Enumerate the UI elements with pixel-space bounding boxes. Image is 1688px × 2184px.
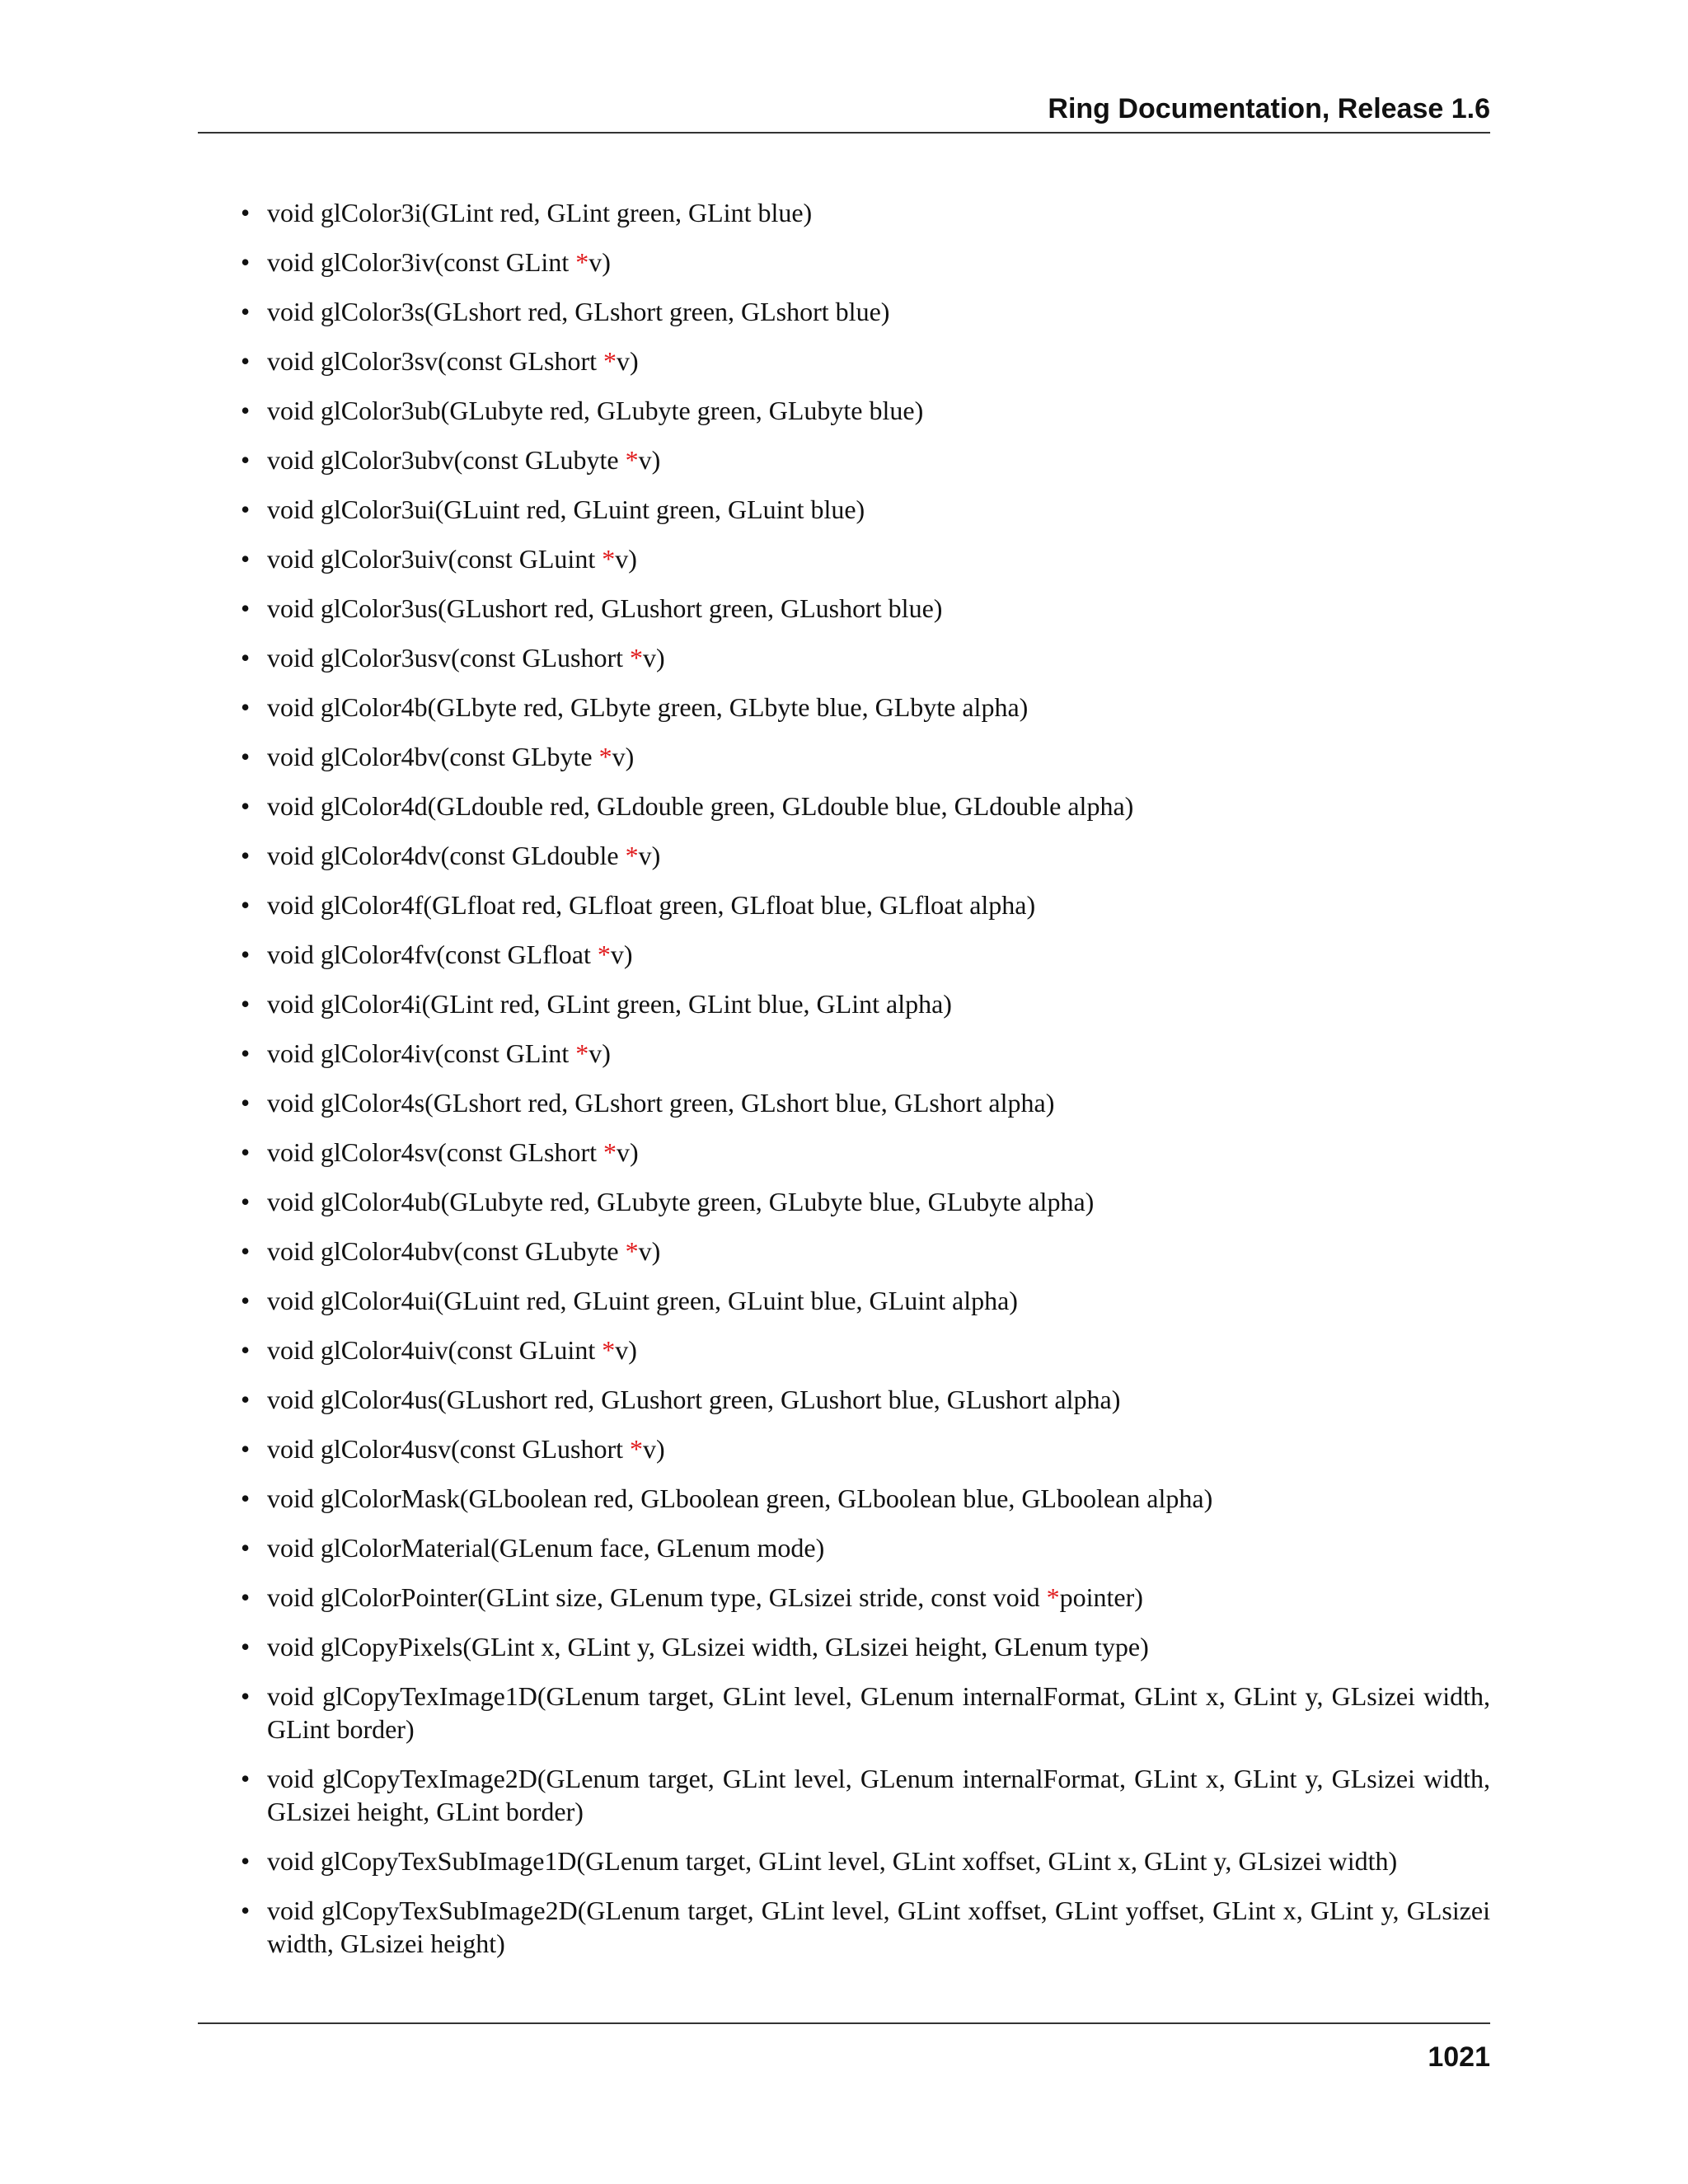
function-signature: void glColor4iv(const GLint bbox=[267, 1038, 576, 1068]
pointer-asterisk: * bbox=[1046, 1582, 1060, 1612]
page-content bbox=[198, 196, 1490, 1976]
function-signature-tail: v) bbox=[638, 1236, 661, 1266]
function-signature: void glCopyTexImage1D(GLenum target, GLint level, GLenum internalFormat, GLint x, GLint y, GLsizei width, GLint border) bbox=[267, 1681, 1490, 1744]
function-signature: void glColor3ubv(const GLubyte bbox=[267, 445, 626, 475]
bullet-icon: • bbox=[241, 198, 251, 227]
function-signature-tail: v) bbox=[616, 1137, 639, 1167]
function-signature: void glColor4ub(GLubyte red, GLubyte green, GLubyte blue, GLubyte alpha) bbox=[267, 1187, 1095, 1216]
list-item bbox=[198, 592, 1490, 625]
function-signature: void glColor4bv(const GLbyte bbox=[267, 742, 599, 771]
function-signature: void glColor4f(GLfloat red, GLfloat green, GLfloat blue, GLfloat alpha) bbox=[267, 890, 1036, 920]
bullet-icon: • bbox=[241, 1385, 251, 1414]
function-signature-tail: v) bbox=[615, 1335, 637, 1365]
list-item bbox=[198, 1086, 1490, 1119]
list-item bbox=[198, 295, 1490, 328]
function-list bbox=[198, 196, 1490, 1960]
bullet-icon: • bbox=[241, 940, 251, 969]
function-signature-tail: v) bbox=[642, 1434, 665, 1464]
bullet-icon: • bbox=[241, 346, 251, 376]
function-signature: void glColorMaterial(GLenum face, GLenum mode) bbox=[267, 1533, 825, 1563]
list-item bbox=[198, 344, 1490, 377]
function-signature: void glColor4fv(const GLfloat bbox=[267, 940, 598, 969]
function-signature: void glColor3uiv(const GLuint bbox=[267, 544, 603, 574]
function-signature-tail: v) bbox=[616, 346, 639, 376]
list-item bbox=[198, 1762, 1490, 1828]
list-item bbox=[198, 1235, 1490, 1268]
bullet-icon: • bbox=[241, 1582, 251, 1612]
function-signature: void glColor4i(GLint red, GLint green, GLint blue, GLint alpha) bbox=[267, 989, 952, 1019]
pointer-asterisk: * bbox=[629, 643, 643, 673]
page-footer bbox=[198, 2022, 1490, 2073]
list-item bbox=[198, 888, 1490, 921]
list-item bbox=[198, 938, 1490, 971]
list-item bbox=[198, 1185, 1490, 1218]
function-signature: void glColor3sv(const GLshort bbox=[267, 346, 603, 376]
pointer-asterisk: * bbox=[575, 1038, 589, 1068]
list-item bbox=[198, 987, 1490, 1020]
function-signature: void glColorMask(GLboolean red, GLboolean green, GLboolean blue, GLboolean alpha) bbox=[267, 1483, 1213, 1513]
bullet-icon: • bbox=[241, 445, 251, 475]
function-signature: void glColor4ui(GLuint red, GLuint green, GLuint blue, GLuint alpha) bbox=[267, 1286, 1018, 1315]
list-item bbox=[198, 1432, 1490, 1465]
function-signature-tail: pointer) bbox=[1059, 1582, 1143, 1612]
pointer-asterisk: * bbox=[603, 1137, 617, 1167]
pointer-asterisk: * bbox=[575, 247, 589, 277]
list-item bbox=[198, 1383, 1490, 1416]
list-item bbox=[198, 691, 1490, 724]
bullet-icon: • bbox=[241, 1681, 251, 1711]
function-signature: void glColor3ui(GLuint red, GLuint green, GLuint blue) bbox=[267, 494, 865, 524]
list-item bbox=[198, 1482, 1490, 1515]
list-item bbox=[198, 1333, 1490, 1366]
function-signature-tail: v) bbox=[642, 643, 665, 673]
list-item bbox=[198, 790, 1490, 823]
header-title: Ring Documentation, Release 1.6 bbox=[1048, 93, 1490, 124]
pointer-asterisk: * bbox=[598, 742, 612, 771]
bullet-icon: • bbox=[241, 396, 251, 425]
bullet-icon: • bbox=[241, 643, 251, 673]
function-signature: void glColor4ubv(const GLubyte bbox=[267, 1236, 626, 1266]
bullet-icon: • bbox=[241, 1896, 251, 1925]
list-item bbox=[198, 443, 1490, 476]
list-item bbox=[198, 1630, 1490, 1663]
bullet-icon: • bbox=[241, 247, 251, 277]
bullet-icon: • bbox=[241, 890, 251, 920]
function-signature-tail: v) bbox=[588, 247, 611, 277]
list-item bbox=[198, 1136, 1490, 1169]
bullet-icon: • bbox=[241, 841, 251, 870]
function-signature-tail: v) bbox=[610, 940, 633, 969]
bullet-icon: • bbox=[241, 742, 251, 771]
function-signature: void glColor3i(GLint red, GLint green, GLint blue) bbox=[267, 198, 813, 227]
pointer-asterisk: * bbox=[602, 544, 616, 574]
pointer-asterisk: * bbox=[597, 940, 611, 969]
list-item bbox=[198, 1680, 1490, 1746]
function-signature: void glColor4b(GLbyte red, GLbyte green, GLbyte blue, GLbyte alpha) bbox=[267, 692, 1029, 722]
list-item bbox=[198, 246, 1490, 279]
function-signature: void glCopyTexImage2D(GLenum target, GLint level, GLenum internalFormat, GLint x, GLint y, GLsizei width, GLsizei height, GLint border) bbox=[267, 1764, 1490, 1826]
page-header bbox=[198, 92, 1490, 134]
bullet-icon: • bbox=[241, 544, 251, 574]
function-signature: void glColor4d(GLdouble red, GLdouble green, GLdouble blue, GLdouble alpha) bbox=[267, 791, 1134, 821]
function-signature: void glColor4sv(const GLshort bbox=[267, 1137, 603, 1167]
bullet-icon: • bbox=[241, 1632, 251, 1661]
function-signature: void glCopyTexSubImage1D(GLenum target, GLint level, GLint xoffset, GLint x, GLint y, GLsizei width) bbox=[267, 1846, 1398, 1876]
list-item bbox=[198, 493, 1490, 526]
bullet-icon: • bbox=[241, 494, 251, 524]
function-signature: void glColor3usv(const GLushort bbox=[267, 643, 630, 673]
list-item bbox=[198, 542, 1490, 575]
function-signature-tail: v) bbox=[638, 445, 661, 475]
function-signature: void glColor4usv(const GLushort bbox=[267, 1434, 630, 1464]
bullet-icon: • bbox=[241, 692, 251, 722]
bullet-icon: • bbox=[241, 1533, 251, 1563]
bullet-icon: • bbox=[241, 297, 251, 326]
bullet-icon: • bbox=[241, 593, 251, 623]
pointer-asterisk: * bbox=[625, 841, 639, 870]
page-number: 1021 bbox=[1428, 2041, 1490, 2073]
function-signature: void glColor3s(GLshort red, GLshort green, GLshort blue) bbox=[267, 297, 890, 326]
function-signature: void glColor4dv(const GLdouble bbox=[267, 841, 626, 870]
function-signature: void glColor3ub(GLubyte red, GLubyte green, GLubyte blue) bbox=[267, 396, 924, 425]
function-signature: void glCopyPixels(GLint x, GLint y, GLsizei width, GLsizei height, GLenum type) bbox=[267, 1632, 1149, 1661]
pointer-asterisk: * bbox=[625, 445, 639, 475]
function-signature: void glColor3us(GLushort red, GLushort green, GLushort blue) bbox=[267, 593, 943, 623]
bullet-icon: • bbox=[241, 1236, 251, 1266]
bullet-icon: • bbox=[241, 791, 251, 821]
function-signature-tail: v) bbox=[588, 1038, 611, 1068]
pointer-asterisk: * bbox=[629, 1434, 643, 1464]
function-signature: void glColor3iv(const GLint bbox=[267, 247, 576, 277]
bullet-icon: • bbox=[241, 1286, 251, 1315]
function-signature: void glColorPointer(GLint size, GLenum type, GLsizei stride, const void bbox=[267, 1582, 1047, 1612]
function-signature: void glColor4us(GLushort red, GLushort green, GLushort blue, GLushort alpha) bbox=[267, 1385, 1121, 1414]
bullet-icon: • bbox=[241, 1335, 251, 1365]
list-item bbox=[198, 740, 1490, 773]
pointer-asterisk: * bbox=[602, 1335, 616, 1365]
function-signature-tail: v) bbox=[638, 841, 661, 870]
function-signature-tail: v) bbox=[615, 544, 637, 574]
pointer-asterisk: * bbox=[603, 346, 617, 376]
list-item bbox=[198, 1531, 1490, 1564]
function-signature: void glColor4uiv(const GLuint bbox=[267, 1335, 603, 1365]
bullet-icon: • bbox=[241, 1187, 251, 1216]
bullet-icon: • bbox=[241, 989, 251, 1019]
list-item bbox=[198, 1844, 1490, 1877]
bullet-icon: • bbox=[241, 1088, 251, 1118]
list-item bbox=[198, 1581, 1490, 1614]
bullet-icon: • bbox=[241, 1764, 251, 1793]
list-item bbox=[198, 1284, 1490, 1317]
list-item bbox=[198, 196, 1490, 229]
bullet-icon: • bbox=[241, 1038, 251, 1068]
pointer-asterisk: * bbox=[625, 1236, 639, 1266]
bullet-icon: • bbox=[241, 1434, 251, 1464]
list-item bbox=[198, 394, 1490, 427]
list-item bbox=[198, 1037, 1490, 1070]
list-item bbox=[198, 641, 1490, 674]
bullet-icon: • bbox=[241, 1846, 251, 1876]
function-signature: void glColor4s(GLshort red, GLshort green, GLshort blue, GLshort alpha) bbox=[267, 1088, 1055, 1118]
function-signature-tail: v) bbox=[612, 742, 635, 771]
list-item bbox=[198, 839, 1490, 872]
list-item bbox=[198, 1894, 1490, 1960]
bullet-icon: • bbox=[241, 1137, 251, 1167]
function-signature: void glCopyTexSubImage2D(GLenum target, GLint level, GLint xoffset, GLint yoffset, GLint x, GLint y, GLsizei width, GLsizei height) bbox=[267, 1896, 1490, 1958]
bullet-icon: • bbox=[241, 1483, 251, 1513]
